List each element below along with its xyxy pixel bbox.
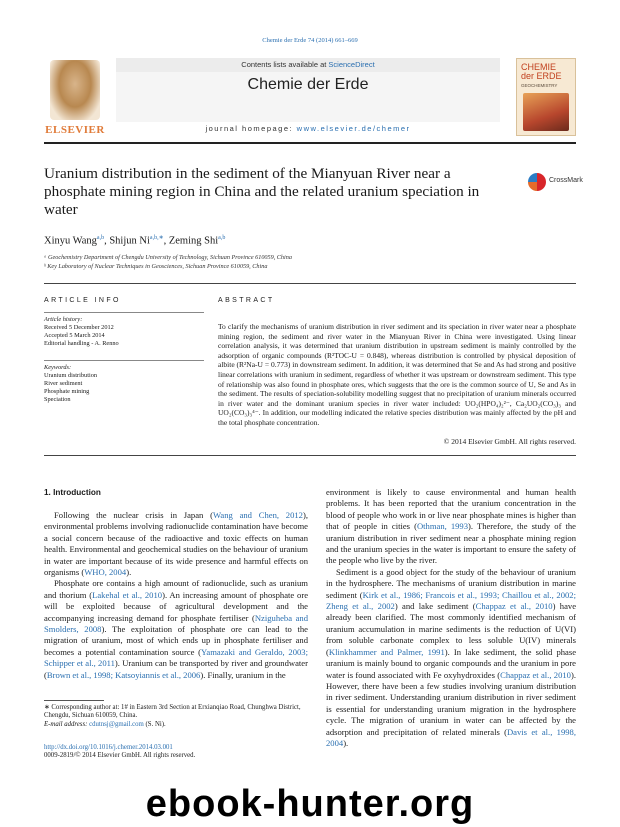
sciencedirect-link[interactable]: ScienceDirect [328, 60, 375, 69]
author-name: Shijun Ni [109, 235, 150, 247]
body-column-right [326, 487, 576, 749]
crossmark-button[interactable] [528, 173, 583, 191]
journal-banner [116, 58, 500, 138]
doi-block [44, 744, 195, 761]
history-editor: Editorial handling - A. Renno [44, 340, 119, 347]
author-name: Zeming Shi [168, 235, 219, 247]
citation-link[interactable]: Davis et al., 1998, 2004 [326, 726, 576, 748]
citation-link[interactable]: Chappaz et al., 2010 [475, 601, 553, 612]
footnote-rule [44, 700, 104, 701]
author-affil-link[interactable]: a,b [218, 235, 226, 241]
citation-link[interactable]: Kirk et al., 1986; Francois et al., 1993; Chaillou et al., 2002; Zheng et al., 2002 [326, 589, 576, 612]
history-received: Received 5 December 2012 [44, 324, 114, 331]
citation-link[interactable]: Brown et al., 1998; Katsoyiannis et al., 2006 [46, 669, 201, 680]
author-name: Xinyu Wang [44, 235, 97, 247]
corresponding-author: ∗ Corresponding author at: 1# in Eastern 3rd Section at Erxianqiao Road, Chunghwa District, Chengdu, Sichuan 610059, China. [44, 704, 301, 720]
intro-paragraph-1: Following the nuclear crisis in Japan (Wang and Chen, 2012), environmental problems involving radionuclide contamination have become a social concern because of the radioactive and toxic effects on human health. Environmental and geochemical studies on the behaviour of uranium in water are important because of its wide presence and harmful effects on organisms (WHO, 2004). [44, 510, 308, 578]
article-history [44, 316, 204, 348]
doi-link[interactable]: http://dx.doi.org/10.1016/j.chemer.2014.03.001 [44, 744, 173, 751]
watermark: ebook-hunter.org [145, 783, 475, 825]
abstract-rule [44, 455, 576, 456]
contents-bar: Contents lists available at ScienceDirect [116, 58, 500, 72]
author-list: Xinyu Wang$^{a,b}$, Shijun $Ni^{a,b,∗}$, Zeming Shi$^{a,b}$ [44, 235, 226, 247]
history-accepted: Accepted 5 March 2014 [44, 332, 105, 339]
keyword-item: River sediment [44, 380, 83, 387]
abstract-copyright: © 2014 Elsevier GmbH. All rights reserved. [443, 437, 576, 446]
section-heading-introduction: 1. Introduction [44, 488, 101, 497]
affiliation-a: ᵃ Geochemistry Department of Chengdu University of Technology, Sichuan Province 610059, China [44, 254, 292, 261]
citation-link[interactable]: Othman, 1993 [416, 521, 469, 532]
citation-link[interactable]: Klinkhammer and Palmer, 1991 [328, 646, 445, 657]
publisher-name: ELSEVIER [45, 124, 105, 136]
citation-link[interactable]: Yamazaki and Geraldo, 2003; Schipper et al., 2011 [44, 646, 308, 669]
keywords-label: Keywords: [44, 364, 72, 371]
corresponding-author-footnote [44, 704, 308, 729]
info-rule-mid [44, 360, 204, 361]
intro-paragraph-3: Sediment is a good object for the study of the behaviour of uranium in the hydrosphere. The mechanisms of uranium distribution in marine sediment (Kirk et al., 1986; Francois et al., 1993; Chaillou et al., 2002; Zheng et al., 2002) and lake sediment (Chappaz et al., 2010) have already been clarified. The most commonly identified mechanism of uranium accumulation in marine sediments is the reduction of U(VI) from soluble carbonate complex to less soluble U(IV) minerals (Klinkhammer and Palmer, 1991). In lake sediment, the solid phase uranium is mainly bound to organic compounds and the uranium in pore water is found associated with Fe oxyhydroxides (Chappaz et al., 2010). However, there have been a few studies involving uranium distribution in river sediment. Understanding uranium distribution in river sediment is essential for understanding uranium migration in the hydrosphere cycle. The migration of uranium in water can be affected by the adsorption and precipitation of related minerals (Davis et al., 1998, 2004). [326, 566, 577, 748]
cover-art [523, 93, 569, 131]
elsevier-logo[interactable] [44, 58, 106, 136]
abstract-text: To clarify the mechanisms of uranium distribution in river sediment and its speciation in river water near a phosphate mining region, the sediment and river water in the Mianyuan River in China were investigated. Using linear correlation analysis, it was determined that uranium distribution in upstream sediment is mainly controlled by the adsorption of organic compounds (R²TOC-U = 0.848), whereas distribution is controlled by physical deposition of albite (R²Na-U = 0.773) in downstream sediment. In addition, it was determined that Se and As had strong and positive linear correlations with uranium in sediment, regardless of whether it was upstream or downstream sediment. This type of relationship was also found in phosphate ores, which suggests that the ore is the common source of U, Se and As in the sediment. The results of speciation-solubility modelling suggest that no precipitation of uranium minerals occurred in river water and the dominant uranium species in river water included: UO₂(HPO₄)₂²⁻, Ca₂UO₂(CO₃)₃ and UO₂(CO₃)₃⁴⁻. In addition, our modelling indicated the relative species distribution was mainly affected by the pH and the total phosphate concentration. [218, 322, 576, 427]
citation-link[interactable]: Nziguheba and Smolders, 2008 [44, 612, 309, 635]
journal-citation[interactable]: Chemie der Erde 74 (2014) 661–669 [262, 37, 358, 44]
author-affil-link[interactable]: a,b,∗ [149, 235, 164, 241]
author-affil-link[interactable]: a,b [96, 235, 105, 241]
intro-paragraph-2: Phosphate ore contains a high amount of radionuclide, such as uranium and thorium (Lakehal et al., 2010). An increasing amount of phosphate ore will be exploited because of agricultural development and the accompanying increasing demand for phosphate fertiliser (Nziguheba and Smolders, 2008). The exploitation of phosphate ore can lead to the migration of uranium, most of which ends up in phosphate fertiliser and becomes a potential contamination source (Yamazaki and Geraldo, 2003; Schipper et al., 2011). Uranium can be transported by river and groundwater (Brown et al., 1998; Katsoyiannis et al., 2006). Finally, uranium in the [44, 578, 309, 680]
journal-name: Chemie der Erde [247, 76, 369, 93]
citation-link[interactable]: Wang and Chen, 2012 [212, 510, 303, 520]
citation-link[interactable]: Lakehal et al., 2010 [92, 589, 163, 600]
journal-header [44, 58, 576, 138]
article-info-heading: ARTICLE INFO [44, 297, 121, 304]
crossmark-icon [528, 173, 546, 191]
affiliation-rule [44, 283, 576, 284]
info-rule-top [44, 312, 204, 313]
keywords [44, 364, 204, 404]
email-line: E-mail address: cdutnsj@gmail.com (S. Ni). [44, 720, 166, 728]
keyword-item: Phosphate mining [44, 388, 90, 395]
keyword-item: Uranium distribution [44, 372, 97, 379]
cover-subtitle: GEOCHEMISTRY [521, 83, 558, 88]
header-rule [44, 142, 576, 144]
intro-paragraph-2-cont: environment is likely to cause environmental and human health problems. It has been reported that the uranium concentration in the blood of people who work in or live near phosphate mines is higher than that of people in cities (Othman, 1993). Therefore, the study of the uranium distribution in river sediment near a phosphate mining region and the uranium species in the water is important to ensure the safety of the people who live by the river. [326, 487, 576, 566]
affiliation-b: ᵇ Key Laboratory of Nuclear Techniques in Geosciences, Sichuan Province 610059, China [44, 263, 268, 270]
cover-title: CHEMIE der ERDE [521, 62, 562, 81]
body-column-left [44, 510, 308, 681]
history-label: Article history: [44, 316, 83, 323]
abstract-heading: ABSTRACT [218, 297, 275, 304]
elsevier-tree-icon [50, 60, 100, 120]
journal-cover-image[interactable] [516, 58, 576, 136]
journal-homepage: journal homepage: www.elsevier.de/chemer [205, 124, 411, 133]
homepage-link[interactable]: www.elsevier.de/chemer [296, 124, 411, 133]
citation-link[interactable]: WHO, 2004 [84, 567, 127, 578]
citation-link[interactable]: Chappaz et al., 2010 [500, 669, 571, 680]
email-link[interactable]: cdutnsj@gmail.com [89, 720, 144, 728]
crossmark-label: CrossMark [549, 177, 583, 184]
issn-line: 0009-2819/© 2014 Elsevier GmbH. All rights reserved. [44, 752, 196, 760]
article-title: Uranium distribution in the sediment of the Mianyuan River near a phosphate mining region in China and the related uranium speciation in water [44, 165, 480, 218]
keyword-item: Speciation [44, 396, 71, 403]
